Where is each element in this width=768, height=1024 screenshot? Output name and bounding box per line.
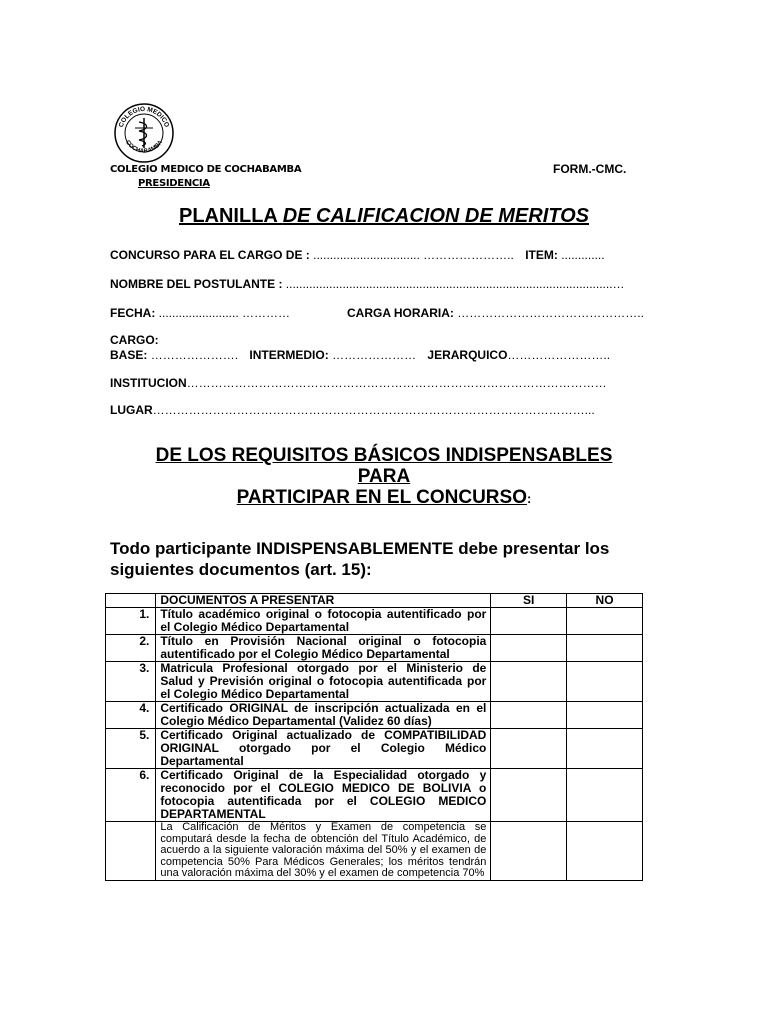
- nombre-field: [110, 277, 625, 291]
- no-cell[interactable]: [567, 608, 643, 635]
- form-code: FORM.-CMC.: [553, 162, 627, 176]
- row-num: 6.: [106, 769, 156, 822]
- table-note-row: [106, 822, 643, 881]
- table-header-row: [106, 594, 643, 608]
- page-title: [0, 205, 768, 228]
- cargo-label: CARGO:: [110, 333, 159, 347]
- presidencia-label: PRESIDENCIA: [138, 178, 210, 189]
- no-cell[interactable]: [567, 702, 643, 729]
- row-text: Certificado Original de la Especialidad otorgado y reconocido por el COLEGIO MEDICO DE BOLIVIA o fotocopia autentificada por el COLEGIO MEDICO DEPARTAMENTAL: [156, 769, 491, 822]
- section-line3: PARTICIPAR EN EL CONCURSO: [236, 487, 527, 508]
- institucion-label: INSTITUCION: [110, 376, 187, 390]
- intermedio-dots: …………………: [332, 348, 417, 362]
- si-cell[interactable]: [491, 662, 567, 702]
- concurso-field: [110, 248, 605, 262]
- logo-text-bottom: COCHABAMBA: [123, 139, 165, 155]
- no-cell[interactable]: [567, 662, 643, 702]
- row-num: 2.: [106, 635, 156, 662]
- si-cell[interactable]: [491, 608, 567, 635]
- row-num: 3.: [106, 662, 156, 702]
- table-row: [106, 635, 643, 662]
- lugar-label: LUGAR: [110, 403, 153, 417]
- base-field: [110, 348, 610, 362]
- row-text: Título en Provisión Nacional original o fotocopia autentificado por el Colegio Médico Departamental: [156, 635, 491, 662]
- si-cell[interactable]: [491, 822, 567, 881]
- logo-text-top: COLEGIO MEDICO: [117, 105, 171, 129]
- carga-field: [347, 306, 644, 320]
- institucion-field: [110, 376, 607, 390]
- documents-table: [105, 593, 643, 881]
- section-colon: :: [526, 491, 532, 506]
- header-no: NO: [567, 594, 643, 608]
- header-si: SI: [491, 594, 567, 608]
- row-text: Matricula Profesional otorgado por el Ministerio de Salud y Previsión original o fotocopia autentificada por el Colegio Médico Departamental: [156, 662, 491, 702]
- header-num: [106, 594, 156, 608]
- row-num: 4.: [106, 702, 156, 729]
- fecha-label: FECHA:: [110, 306, 156, 320]
- carga-label: CARGA HORARIA:: [347, 306, 454, 320]
- fecha-dots: ........................ …………: [158, 306, 291, 320]
- table-row: [106, 729, 643, 769]
- nombre-label: NOMBRE DEL POSTULANTE :: [110, 277, 283, 291]
- table-row: [106, 662, 643, 702]
- si-cell[interactable]: [491, 635, 567, 662]
- row-text: Certificado ORIGINAL de inscripción actualizada en el Colegio Médico Departamental (Validez 60 días): [156, 702, 491, 729]
- row-num: 5.: [106, 729, 156, 769]
- no-cell[interactable]: [567, 729, 643, 769]
- item-label: ITEM:: [525, 248, 558, 262]
- table-row: [106, 702, 643, 729]
- row-text: Título académico original o fotocopia autentificado por el Colegio Médico Departamental: [156, 608, 491, 635]
- jerarquico-dots: ……………………..: [507, 348, 611, 362]
- base-label: BASE:: [110, 348, 148, 362]
- concurso-label: CONCURSO PARA EL CARGO DE :: [110, 248, 310, 262]
- no-cell[interactable]: [567, 769, 643, 822]
- intro-text: Todo participante INDISPENSABLEMENTE debe presentar los siguientes documentos (art. 15):: [110, 539, 610, 579]
- item-dots: .............: [561, 248, 605, 262]
- row-num: 1.: [106, 608, 156, 635]
- table-row: [106, 769, 643, 822]
- row-text: Certificado Original actualizado de COMPATIBILIDAD ORIGINAL otorgado por el Colegio Médico Departamental: [156, 729, 491, 769]
- intermedio-label: INTERMEDIO:: [249, 348, 329, 362]
- no-cell[interactable]: [567, 635, 643, 662]
- colegio-medico-logo: [113, 102, 175, 164]
- title-part1: PLANILLA: [178, 205, 283, 227]
- section-line1: DE LOS REQUISITOS BÁSICOS INDISPENSABLES: [155, 445, 613, 466]
- nombre-dots: ..................................................................................................…: [285, 277, 625, 291]
- section-heading: [0, 445, 768, 509]
- concurso-dots: ................................ …………………..: [313, 248, 514, 262]
- section-line2: PARA: [357, 466, 411, 487]
- header-documentos: DOCUMENTOS A PRESENTAR: [156, 594, 491, 608]
- si-cell[interactable]: [491, 702, 567, 729]
- si-cell[interactable]: [491, 729, 567, 769]
- fecha-field: [110, 306, 290, 320]
- title-part2: DE CALIFICACION DE MERITOS: [282, 205, 589, 227]
- si-cell[interactable]: [491, 769, 567, 822]
- note-num: [106, 822, 156, 881]
- lugar-field: [110, 403, 595, 417]
- institucion-dots: ……………………………………………………………………………………………: [186, 376, 607, 390]
- carga-dots: ………………………………………..: [457, 306, 644, 320]
- lugar-dots: ………………………………………………………………………………………………...: [152, 403, 595, 417]
- jerarquico-label: JERARQUICO: [427, 348, 508, 362]
- base-dots: ………………….: [150, 348, 239, 362]
- note-text: La Calificación de Méritos y Examen de competencia se computará desde la fecha de obtención del Título Académico, de acuerdo a la siguiente valoración máxima del 50% y el examen de competencia 50% Para Médicos Generales; los méritos tendrán una valoración máxima del 30% y el examen de competencia 70%: [156, 822, 491, 881]
- no-cell[interactable]: [567, 822, 643, 881]
- table-row: [106, 608, 643, 635]
- org-name: COLEGIO MEDICO DE COCHABAMBA: [110, 164, 302, 175]
